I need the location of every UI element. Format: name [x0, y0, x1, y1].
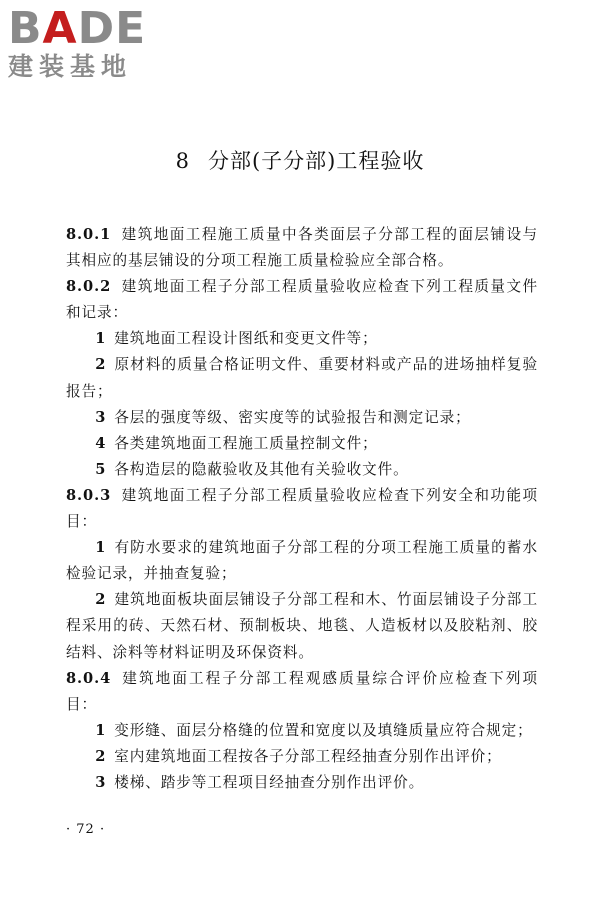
clause-number: 8.0.3 [66, 486, 112, 504]
item-text: 变形缝、面层分格缝的位置和宽度以及填缝质量应符合规定； [114, 721, 533, 739]
item-text: 各类建筑地面工程施工质量控制文件； [114, 434, 378, 452]
item-text: 原材料的质量合格证明文件、重要材料或产品的进场抽样复验报告； [66, 356, 538, 400]
list-item [66, 535, 538, 587]
clause-8-0-4 [66, 666, 538, 718]
list-item [66, 352, 538, 404]
item-number: 1 [95, 330, 107, 348]
clause-number: 8.0.2 [66, 278, 112, 296]
item-text: 建筑地面工程设计图纸和变更文件等； [114, 330, 378, 348]
clause-text: 建筑地面工程子分部工程观感质量综合评价应检查下列项目： [66, 669, 538, 713]
list-item [66, 587, 538, 665]
item-number: 2 [95, 356, 107, 374]
list-item [66, 457, 538, 483]
item-number: 1 [95, 539, 107, 557]
list-item [66, 405, 538, 431]
item-number: 3 [95, 408, 107, 426]
clause-text: 建筑地面工程子分部工程质量验收应检查下列安全和功能项目： [66, 486, 538, 531]
item-text: 有防水要求的建筑地面子分部工程的分项工程施工质量的蓄水检验记录，并抽查复验； [66, 539, 538, 583]
page-number: · 72 · [66, 822, 106, 837]
clause-number: 8.0.4 [66, 669, 112, 687]
logo-subtitle: 建装基地 [8, 52, 133, 81]
list-item [66, 770, 538, 796]
logo-wordmark: BADE [8, 3, 147, 54]
item-text: 各构造层的隐蔽验收及其他有关验收文件。 [114, 460, 409, 478]
clause-number: 8.0.1 [66, 226, 112, 243]
item-text: 室内建筑地面工程按各子分部工程经抽查分别作出评价； [114, 747, 502, 765]
list-item [66, 326, 538, 352]
document-body [66, 222, 538, 796]
item-number: 1 [95, 721, 107, 739]
item-text: 建筑地面板块面层铺设子分部工程和木、竹面层铺设子分部工程采用的砖、天然石材、预制板块、地毯、人造板材以及胶粘剂、胶结料、涂料等材料证明及环保资料。 [66, 591, 538, 661]
item-number: 3 [95, 773, 107, 791]
clause-8-0-2 [66, 274, 538, 326]
clause-text: 建筑地面工程子分部工程质量验收应检查下列工程质量文件和记录： [66, 278, 538, 322]
chapter-number: 8 [175, 149, 190, 173]
list-item [66, 744, 538, 770]
list-item [66, 431, 538, 457]
clause-text: 建筑地面工程施工质量中各类面层子分部工程的面层铺设与其相应的基层铺设的分项工程施工质量检验应全部合格。 [66, 226, 538, 270]
brand-logo [8, 3, 178, 82]
clause-8-0-3 [66, 483, 538, 535]
item-text: 各层的强度等级、密实度等的试验报告和测定记录； [114, 408, 471, 426]
item-number: 2 [95, 747, 107, 765]
list-item [66, 718, 538, 744]
item-number: 5 [95, 460, 107, 478]
item-number: 4 [95, 434, 107, 452]
chapter-heading [0, 147, 600, 175]
chapter-title: 分部(子分部)工程验收 [207, 149, 425, 173]
item-text: 楼梯、踏步等工程项目经抽查分别作出评价。 [114, 773, 425, 791]
clause-8-0-1 [66, 222, 538, 274]
item-number: 2 [95, 591, 107, 609]
